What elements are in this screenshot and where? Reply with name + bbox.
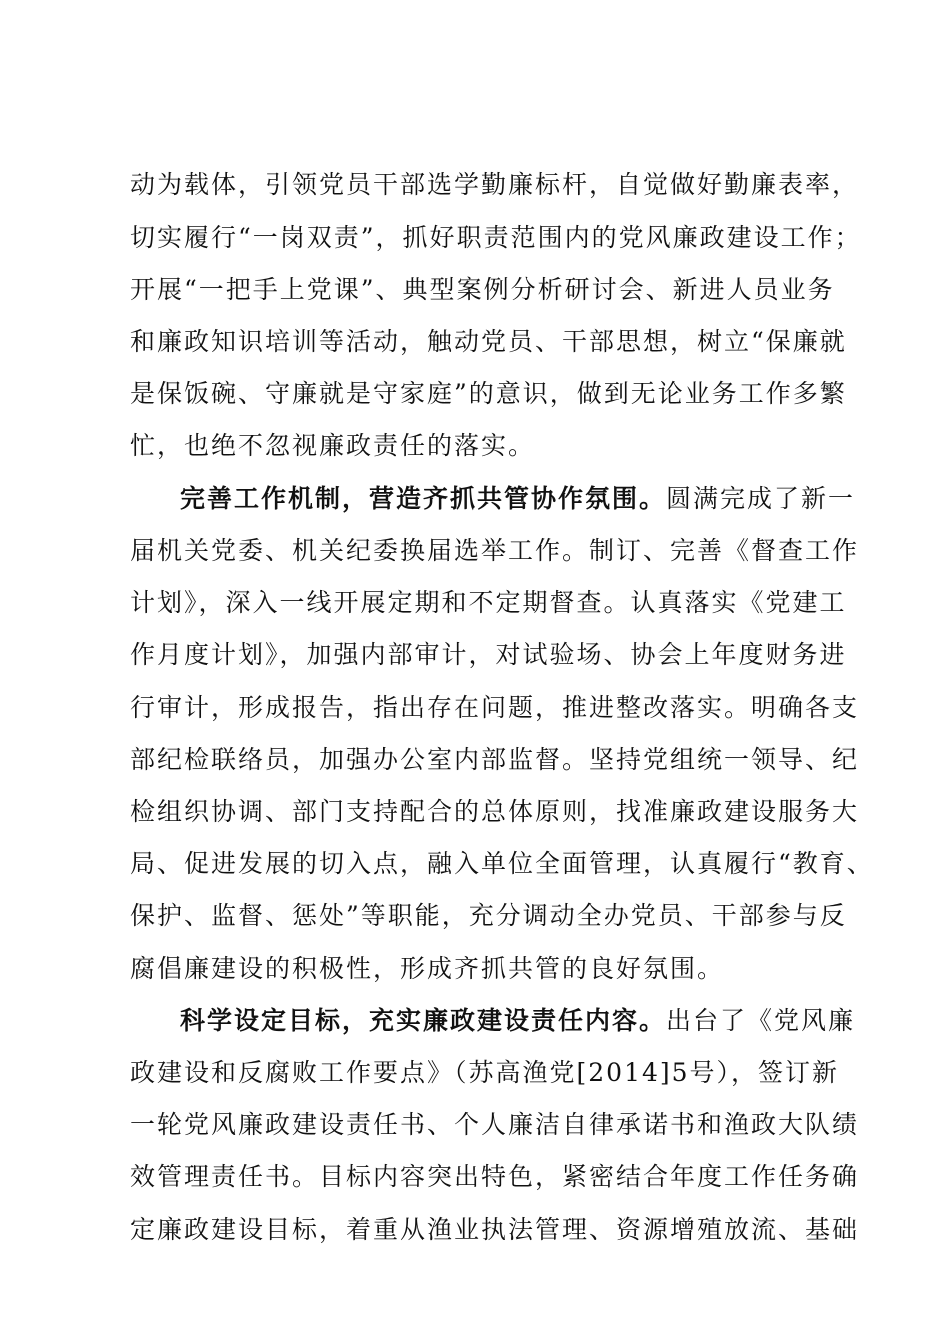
paragraph-2-line-6: 部纪检联络员，加强办公室内部监督。坚持党组统一领导、纪 <box>130 745 860 774</box>
paragraph-2-line-1 <box>180 484 855 514</box>
paragraph-1-line-3: 开展“一把手上党课”、典型案例分析研讨会、新进人员业务 <box>130 275 835 304</box>
paragraph-3-line-3: 一轮党风廉政建设责任书、个人廉洁自律承诺书和渔政大队绩 <box>130 1110 860 1139</box>
paragraph-1-line-2: 切实履行“一岗双责”，抓好职责范围内的党风廉政建设工作； <box>130 223 862 252</box>
paragraph-1-line-1: 动为载体，引领党员干部选学勤廉标杆，自觉做好勤廉表率， <box>130 170 860 199</box>
paragraph-2-line-3: 计划》，深入一线开展定期和不定期督查。认真落实《党建工 <box>130 588 847 617</box>
paragraph-3-first-line-rest: 出台了《党风廉 <box>666 1006 856 1035</box>
paragraph-2-line-9: 保护、监督、惩处”等职能，充分调动全办党员、干部参与反 <box>130 901 847 930</box>
paragraph-2-heading: 完善工作机制，营造齐抓共管协作氛围。 <box>180 484 667 513</box>
paragraph-3-line-5: 定廉政建设目标，着重从渔业执法管理、资源增殖放流、基础 <box>130 1215 860 1244</box>
paragraph-2-first-line-rest: 圆满完成了新一 <box>666 484 856 513</box>
paragraph-3-heading: 科学设定目标，充实廉政建设责任内容。 <box>180 1006 667 1035</box>
paragraph-2-line-4: 作月度计划》，加强内部审计，对试验场、协会上年度财务进 <box>130 640 847 669</box>
paragraph-2-line-2: 届机关党委、机关纪委换届选举工作。制订、完善《督查工作 <box>130 536 860 565</box>
paragraph-1-line-5: 是保饭碗、守廉就是守家庭”的意识，做到无论业务工作多繁 <box>130 379 847 408</box>
paragraph-2-line-7: 检组织协调、部门支持配合的总体原则，找准廉政建设服务大 <box>130 797 860 826</box>
paragraph-3-line-1 <box>180 1006 855 1036</box>
paragraph-2-line-5: 行审计，形成报告，指出存在问题，推进整改落实。明确各支 <box>130 693 860 722</box>
paragraph-3-line-2: 政建设和反腐败工作要点》（苏高渔党[2014]5号），签订新 <box>130 1058 840 1087</box>
paragraph-2-line-8: 局、促进发展的切入点，融入单位全面管理，认真履行“教育、 <box>130 849 874 878</box>
paragraph-1-line-6: 忙，也绝不忽视廉政责任的落实。 <box>130 431 536 460</box>
paragraph-2-line-10: 腐倡廉建设的积极性，形成齐抓共管的良好氛围。 <box>130 954 725 983</box>
paragraph-1-line-4: 和廉政知识培训等活动，触动党员、干部思想，树立“保廉就 <box>130 327 847 356</box>
paragraph-3-line-4: 效管理责任书。目标内容突出特色，紧密结合年度工作任务确 <box>130 1162 860 1191</box>
